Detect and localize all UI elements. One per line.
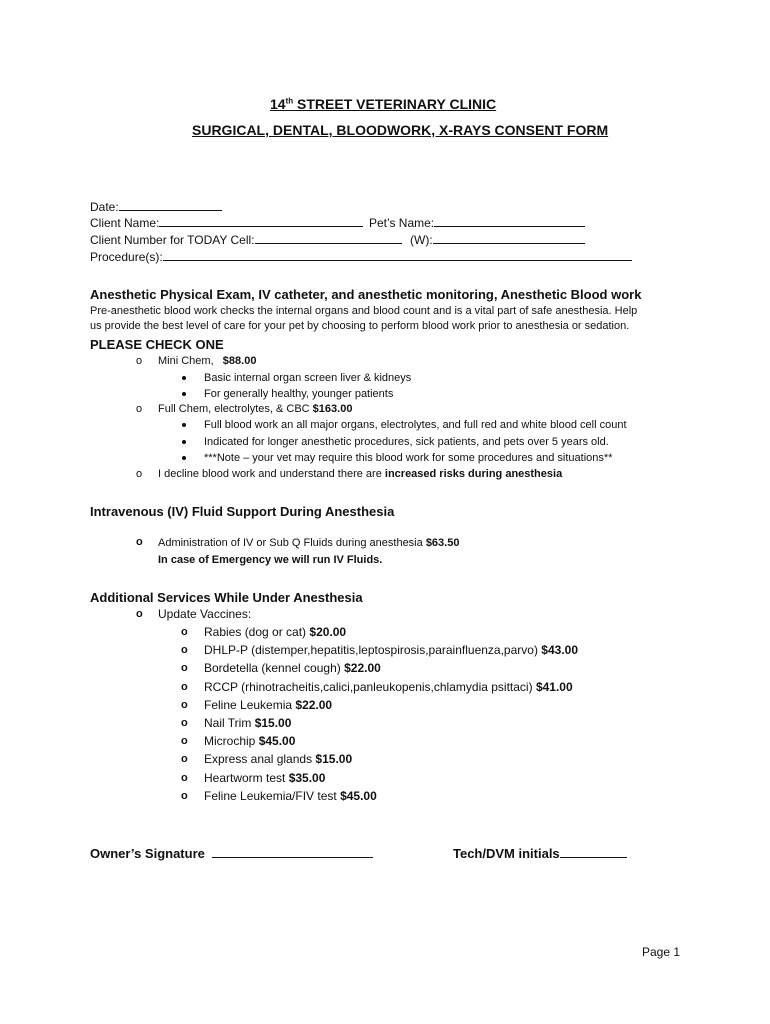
- please-check-one: PLEASE CHECK ONE: [90, 337, 224, 352]
- decline-option: I decline blood work and understand there are increased risks during anesthesia: [158, 468, 563, 480]
- service-label: RCCP (rhinotracheitis,calici,panleukopenis,chlamydia psittaci): [204, 679, 533, 694]
- service-label: DHLP-P (distemper,hepatitis,leptospirosis,parainfluenza,parvo): [204, 643, 538, 658]
- date-field[interactable]: Date:: [90, 199, 222, 214]
- service-item: [204, 661, 381, 675]
- client-name-field[interactable]: Client Name:: [90, 215, 363, 230]
- service-price: $35.00: [288, 770, 326, 785]
- mini-chem-option: Mini Chem, $88.00: [158, 355, 257, 367]
- service-label: Rabies (dog or cat): [204, 625, 307, 639]
- service-checkbox[interactable]: o: [181, 753, 188, 766]
- page-number: Page 1: [642, 945, 681, 959]
- bullet-icon: [182, 376, 186, 380]
- service-price: $15.00: [315, 752, 353, 767]
- service-price: $45.00: [340, 788, 377, 803]
- mini-chem-checkbox[interactable]: o: [136, 355, 143, 367]
- form-title: SURGICAL, DENTAL, BLOODWORK, X-RAYS CONSENT FORM: [192, 122, 609, 138]
- service-checkbox[interactable]: o: [181, 644, 188, 657]
- service-label: Feline Leukemia: [204, 697, 293, 712]
- service-item: [204, 771, 325, 785]
- service-price: $20.00: [309, 625, 347, 639]
- anesthetic-paragraph-line1: Pre-anesthetic blood work checks the internal organs and blood count and is a vital part of safe anesthesia. Help: [90, 305, 638, 317]
- service-checkbox[interactable]: o: [181, 735, 188, 748]
- service-item: [204, 680, 573, 694]
- update-vaccines-label: Update Vaccines:: [158, 607, 252, 621]
- full-chem-option: Full Chem, electrolytes, & CBC $163.00: [158, 403, 353, 415]
- service-checkbox[interactable]: o: [181, 698, 188, 711]
- full-chem-bullet: Indicated for longer anesthetic procedures, sick patients, and pets over 5 years old.: [204, 436, 609, 448]
- service-item: [204, 716, 291, 730]
- additional-heading: Additional Services While Under Anesthesia: [90, 590, 363, 605]
- service-item: [204, 752, 352, 766]
- service-checkbox[interactable]: o: [181, 771, 188, 784]
- service-price: $41.00: [535, 679, 573, 694]
- service-checkbox[interactable]: o: [181, 626, 188, 638]
- mini-chem-bullet: Basic internal organ screen liver & kidneys: [204, 372, 412, 384]
- client-number-field[interactable]: Client Number for TODAY Cell:: [90, 232, 402, 247]
- service-price: $22.00: [344, 661, 381, 676]
- service-label: Bordetella (kennel cough): [204, 661, 341, 676]
- bullet-icon: [182, 392, 186, 396]
- work-phone-field[interactable]: (W):: [410, 232, 585, 247]
- service-checkbox[interactable]: o: [181, 680, 188, 693]
- service-label: Heartworm test: [204, 770, 286, 785]
- owner-signature-field[interactable]: Owner’s Signature: [90, 846, 373, 861]
- iv-checkbox[interactable]: o: [136, 536, 143, 548]
- service-label: Feline Leukemia/FIV test: [204, 788, 337, 803]
- full-chem-checkbox[interactable]: o: [136, 403, 143, 415]
- service-item: [204, 698, 332, 712]
- service-price: $22.00: [295, 697, 333, 712]
- iv-option: Administration of IV or Sub Q Fluids during anesthesia $63.50: [158, 537, 460, 549]
- bullet-icon: [182, 440, 186, 444]
- update-vaccines-checkbox[interactable]: o: [136, 608, 143, 620]
- bullet-icon: [182, 423, 186, 427]
- anesthetic-paragraph-line2: us provide the best level of care for your pet by choosing to perform blood work prior to anesthesia or sedation.: [90, 320, 630, 332]
- anesthetic-heading: Anesthetic Physical Exam, IV catheter, and anesthetic monitoring, Anesthetic Blood work: [90, 287, 642, 302]
- service-price: $43.00: [541, 643, 578, 658]
- full-chem-bullet: ***Note – your vet may require this blood work for some procedures and situations**: [204, 452, 613, 464]
- service-price: $45.00: [258, 734, 296, 749]
- pet-name-field[interactable]: Pet’s Name:: [369, 215, 585, 230]
- full-chem-bullet: Full blood work an all major organs, electrolytes, and full red and white blood cell count: [204, 419, 627, 431]
- iv-emergency-note: In case of Emergency we will run IV Fluids.: [158, 554, 383, 566]
- service-label: Nail Trim: [204, 716, 252, 730]
- service-item: [204, 625, 346, 639]
- tech-initials-field[interactable]: Tech/DVM initials: [453, 846, 627, 861]
- service-price: $15.00: [254, 716, 292, 730]
- mini-chem-bullet: For generally healthy, younger patients: [204, 388, 394, 400]
- bullet-icon: [182, 456, 186, 460]
- procedures-field[interactable]: Procedure(s):: [90, 249, 632, 264]
- service-label: Express anal glands: [204, 752, 313, 767]
- decline-checkbox[interactable]: o: [136, 468, 143, 480]
- service-item: [204, 734, 295, 748]
- service-checkbox[interactable]: o: [181, 717, 188, 729]
- clinic-title: 14th STREET VETERINARY CLINIC: [270, 96, 497, 112]
- service-label: Microchip: [204, 734, 256, 749]
- service-checkbox[interactable]: o: [181, 789, 188, 802]
- service-checkbox[interactable]: o: [181, 662, 188, 675]
- iv-heading: Intravenous (IV) Fluid Support During Anesthesia: [90, 504, 395, 519]
- service-item: [204, 643, 578, 657]
- service-item: [204, 789, 377, 803]
